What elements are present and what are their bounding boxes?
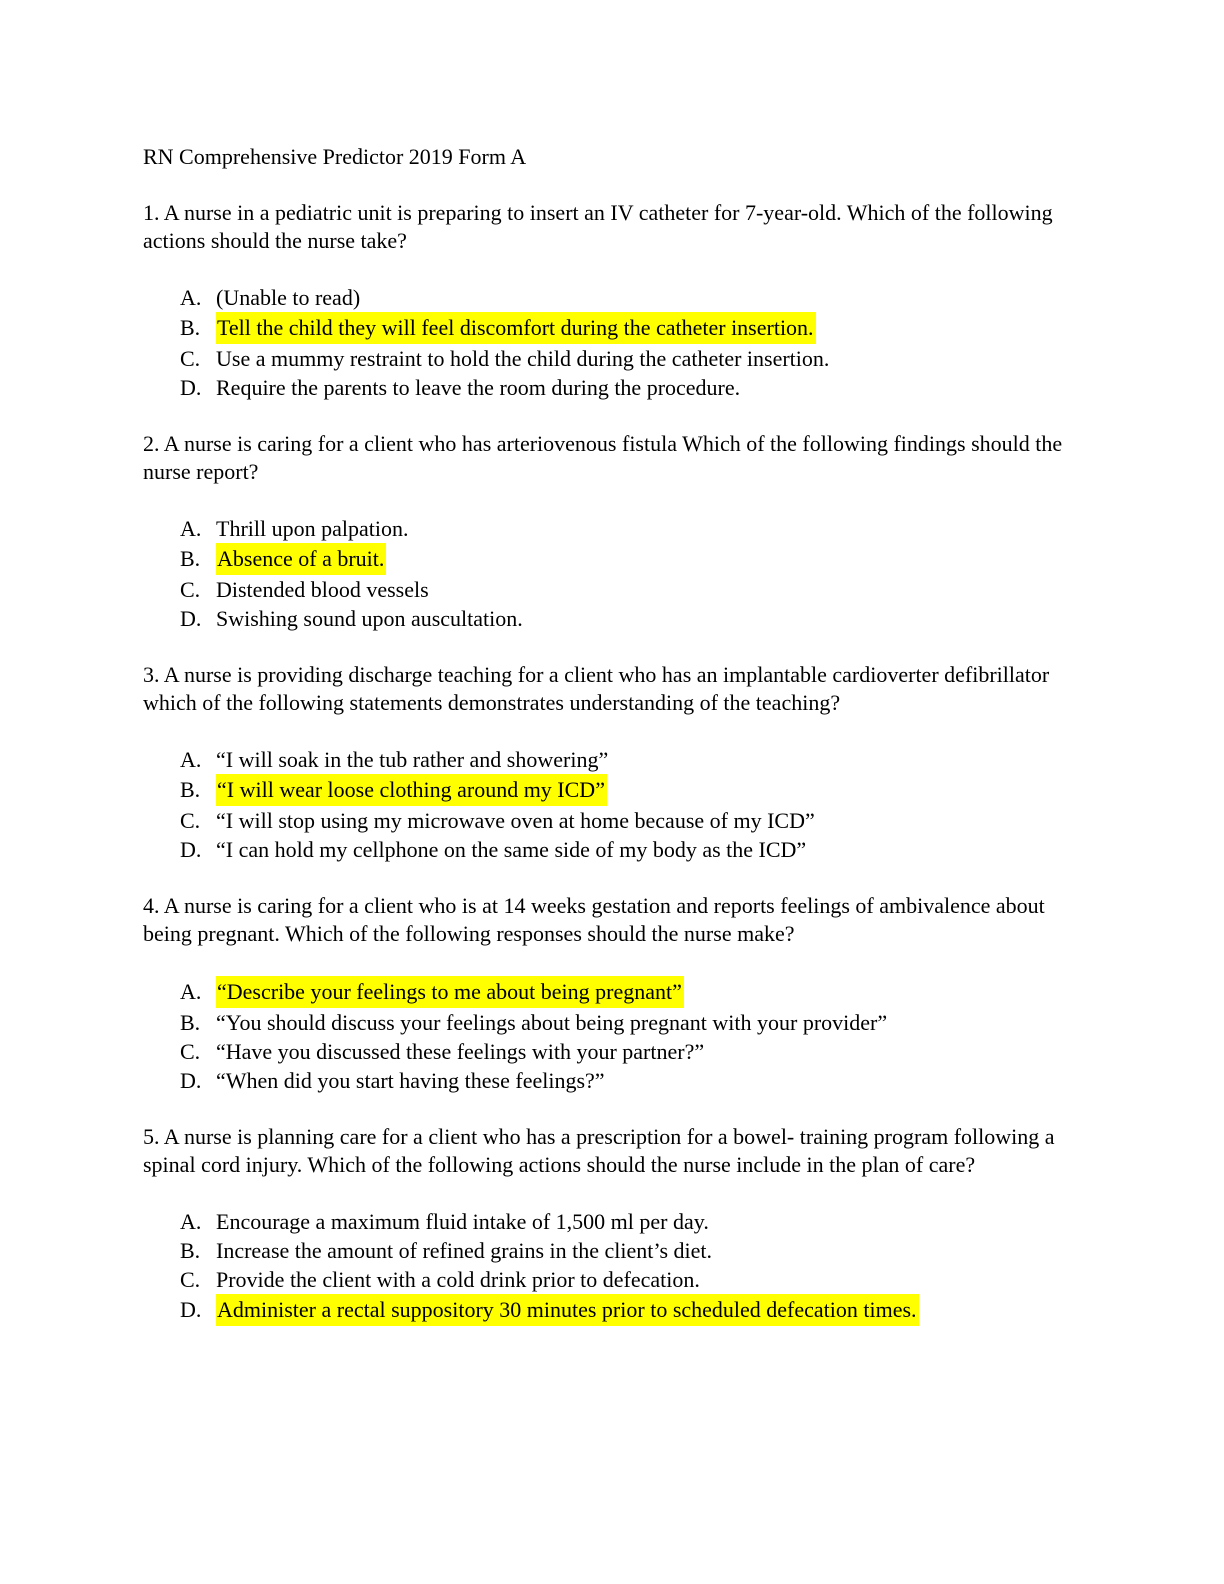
option-letter: B. <box>180 1010 201 1035</box>
option-d <box>143 1294 1083 1326</box>
question-text <box>143 199 1083 255</box>
question-stem: A nurse is providing discharge teaching for a client who has an implantable cardioverter defibrillator which of the following statements demonstrates understanding of the teaching? <box>143 662 1050 715</box>
option-letter: B. <box>180 546 201 571</box>
option-letter: C. <box>180 1039 201 1064</box>
options-list <box>143 745 1083 864</box>
option-text-highlighted: “I will wear loose clothing around my ICD” <box>216 774 607 806</box>
option-text: “I can hold my cellphone on the same side of my body as the ICD” <box>216 837 807 862</box>
question-text <box>143 892 1083 948</box>
question-5 <box>143 1123 1083 1326</box>
option-text: Encourage a maximum fluid intake of 1,500 ml per day. <box>216 1209 709 1234</box>
option-text: “I will soak in the tub rather and showering” <box>216 747 609 772</box>
option-text-highlighted: Absence of a bruit. <box>216 543 386 575</box>
question-number: 4. <box>143 893 160 918</box>
option-text: Increase the amount of refined grains in the client’s diet. <box>216 1238 713 1263</box>
question-stem: A nurse is caring for a client who has arteriovenous fistula Which of the following findings should the nurse report? <box>143 431 1063 484</box>
options-list <box>143 514 1083 633</box>
option-a <box>143 1207 1083 1236</box>
question-number: 3. <box>143 662 160 687</box>
document-page <box>143 143 1083 1354</box>
question-number: 5. <box>143 1124 160 1149</box>
document-title: RN Comprehensive Predictor 2019 Form A <box>143 144 527 169</box>
option-c <box>143 1037 1083 1066</box>
option-b <box>143 1236 1083 1265</box>
option-letter: D. <box>180 1068 202 1093</box>
option-d <box>143 604 1083 633</box>
option-a <box>143 283 1083 312</box>
option-letter: C. <box>180 346 201 371</box>
option-b <box>143 1008 1083 1037</box>
question-3 <box>143 661 1083 864</box>
option-c <box>143 575 1083 604</box>
option-letter: C. <box>180 577 201 602</box>
question-stem: A nurse in a pediatric unit is preparing to insert an IV catheter for 7-year-old. Which of the following actions should the nurse take? <box>143 200 1053 253</box>
option-letter: A. <box>180 516 202 541</box>
question-4 <box>143 892 1083 1095</box>
option-c <box>143 1265 1083 1294</box>
question-text <box>143 661 1083 717</box>
question-2 <box>143 430 1083 633</box>
option-text: “You should discuss your feelings about being pregnant with your provider” <box>216 1010 888 1035</box>
question-text <box>143 430 1083 486</box>
option-text: “Have you discussed these feelings with your partner?” <box>216 1039 705 1064</box>
option-text: Provide the client with a cold drink prior to defecation. <box>216 1267 700 1292</box>
option-a <box>143 514 1083 543</box>
option-letter: D. <box>180 606 202 631</box>
option-letter: C. <box>180 808 201 833</box>
option-letter: D. <box>180 375 202 400</box>
option-letter: A. <box>180 747 202 772</box>
option-letter: C. <box>180 1267 201 1292</box>
option-d <box>143 373 1083 402</box>
option-letter: A. <box>180 1209 202 1234</box>
question-1 <box>143 199 1083 402</box>
option-text: Use a mummy restraint to hold the child during the catheter insertion. <box>216 346 830 371</box>
options-list <box>143 283 1083 402</box>
option-letter: A. <box>180 979 202 1004</box>
option-b <box>143 774 1083 806</box>
option-a <box>143 745 1083 774</box>
option-c <box>143 806 1083 835</box>
option-text-highlighted: Administer a rectal suppository 30 minutes prior to scheduled defecation times. <box>216 1294 919 1326</box>
option-letter: B. <box>180 1238 201 1263</box>
option-text: (Unable to read) <box>216 285 361 310</box>
option-text: Thrill upon palpation. <box>216 516 409 541</box>
option-b <box>143 543 1083 575</box>
option-c <box>143 344 1083 373</box>
question-stem: A nurse is planning care for a client who has a prescription for a bowel- training program following a spinal cord injury. Which of the following actions should the nurse include in the plan of care? <box>143 1124 1055 1177</box>
question-number: 1. <box>143 200 160 225</box>
question-text <box>143 1123 1083 1179</box>
option-b <box>143 312 1083 344</box>
option-text: Distended blood vessels <box>216 577 429 602</box>
option-text: “I will stop using my microwave oven at home because of my ICD” <box>216 808 815 833</box>
option-text-highlighted: Tell the child they will feel discomfort during the catheter insertion. <box>216 312 816 344</box>
options-list <box>143 1207 1083 1326</box>
option-text: Require the parents to leave the room during the procedure. <box>216 375 741 400</box>
option-text: “When did you start having these feelings?” <box>216 1068 605 1093</box>
question-number: 2. <box>143 431 160 456</box>
option-d <box>143 835 1083 864</box>
option-letter: B. <box>180 315 201 340</box>
option-letter: A. <box>180 285 202 310</box>
option-text: Swishing sound upon auscultation. <box>216 606 523 631</box>
option-letter: D. <box>180 837 202 862</box>
option-d <box>143 1066 1083 1095</box>
option-letter: B. <box>180 777 201 802</box>
question-stem: A nurse is caring for a client who is at 14 weeks gestation and reports feelings of ambivalence about being pregnant. Which of the following responses should the nurse make? <box>143 893 1045 946</box>
option-letter: D. <box>180 1297 202 1322</box>
option-text-highlighted: “Describe your feelings to me about being pregnant” <box>216 976 684 1008</box>
options-list <box>143 976 1083 1095</box>
option-a <box>143 976 1083 1008</box>
